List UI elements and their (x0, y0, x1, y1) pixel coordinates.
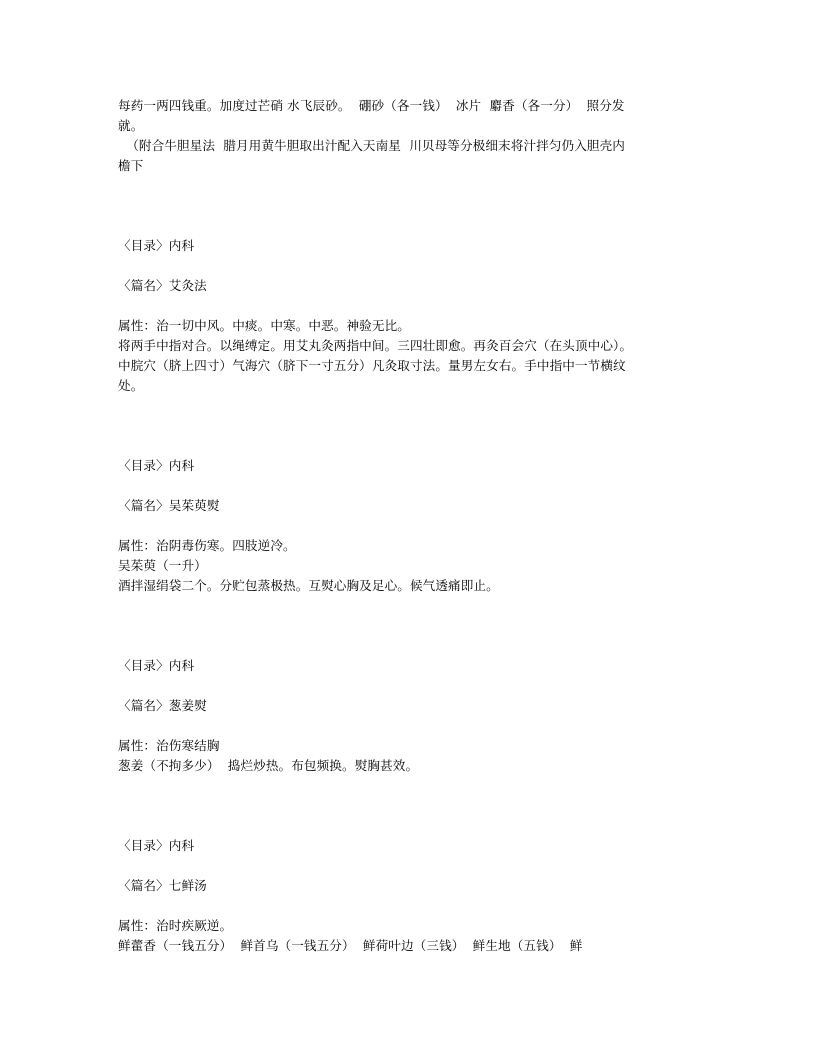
section-spacer (118, 596, 698, 656)
entry-block-1 (118, 236, 698, 396)
text-line: 属性：治伤寒结胸 (118, 738, 220, 753)
text-line: 檐下 (118, 158, 144, 173)
heading-spacer (118, 476, 698, 496)
heading-spacer (118, 256, 698, 276)
title-spacer (118, 516, 698, 536)
text-line: 每药一两四钱重。加度过芒硝 水飞辰砂。 硼砂（各一钱） 冰片 麝香（各一分） 照分发 (118, 98, 625, 113)
text-line: 鲜藿香（一钱五分） 鲜首乌（一钱五分） 鲜荷叶边（三钱） 鲜生地（五钱） 鲜 (118, 938, 583, 953)
entry-block-4 (118, 836, 698, 956)
section-spacer (118, 176, 698, 236)
document-body (118, 96, 698, 956)
catalog-heading: 〈目录〉内科 (118, 658, 195, 673)
catalog-heading: 〈目录〉内科 (118, 238, 195, 253)
entry-block-2 (118, 456, 698, 596)
article-title: 〈篇名〉七鲜汤 (118, 878, 207, 893)
paragraph-block (118, 96, 698, 176)
section-spacer (118, 396, 698, 456)
heading-spacer (118, 856, 698, 876)
text-line: 中脘穴（脐上四寸）气海穴（脐下一寸五分）凡灸取寸法。量男左女右。手中指中一节横纹 (118, 358, 626, 373)
title-spacer (118, 716, 698, 736)
section-spacer (118, 776, 698, 836)
text-line: 处。 (118, 378, 144, 393)
text-line: 属性：治时疾厥逆。 (118, 918, 233, 933)
text-line: 将两手中指对合。以绳缚定。用艾丸灸两指中间。三四壮即愈。再灸百会穴（在头顶中心）。 (118, 338, 633, 353)
text-line: （附合牛胆星法 腊月用黄牛胆取出汁配入天南星 川贝母等分极细末将汁拌匀仍入胆壳内 (118, 138, 625, 153)
title-spacer (118, 296, 698, 316)
heading-spacer (118, 676, 698, 696)
text-line: 吴茱萸（一升） (118, 558, 207, 573)
text-line: 葱姜（不拘多少） 捣烂炒热。布包频换。熨胸甚效。 (118, 758, 419, 773)
text-line: 酒拌湿绢袋二个。分贮包蒸极热。互熨心胸及足心。候气透痛即止。 (118, 578, 499, 593)
article-title: 〈篇名〉艾灸法 (118, 278, 207, 293)
text-line: 属性：治一切中风。中痰。中寒。中恶。神验无比。 (118, 318, 410, 333)
entry-block-3 (118, 656, 698, 776)
catalog-heading: 〈目录〉内科 (118, 458, 195, 473)
title-spacer (118, 896, 698, 916)
text-line: 就。 (118, 118, 144, 133)
text-line: 属性：治阴毒伤寒。四肢逆冷。 (118, 538, 296, 553)
article-title: 〈篇名〉吴茱萸熨 (118, 498, 220, 513)
catalog-heading: 〈目录〉内科 (118, 838, 195, 853)
article-title: 〈篇名〉葱姜熨 (118, 698, 207, 713)
